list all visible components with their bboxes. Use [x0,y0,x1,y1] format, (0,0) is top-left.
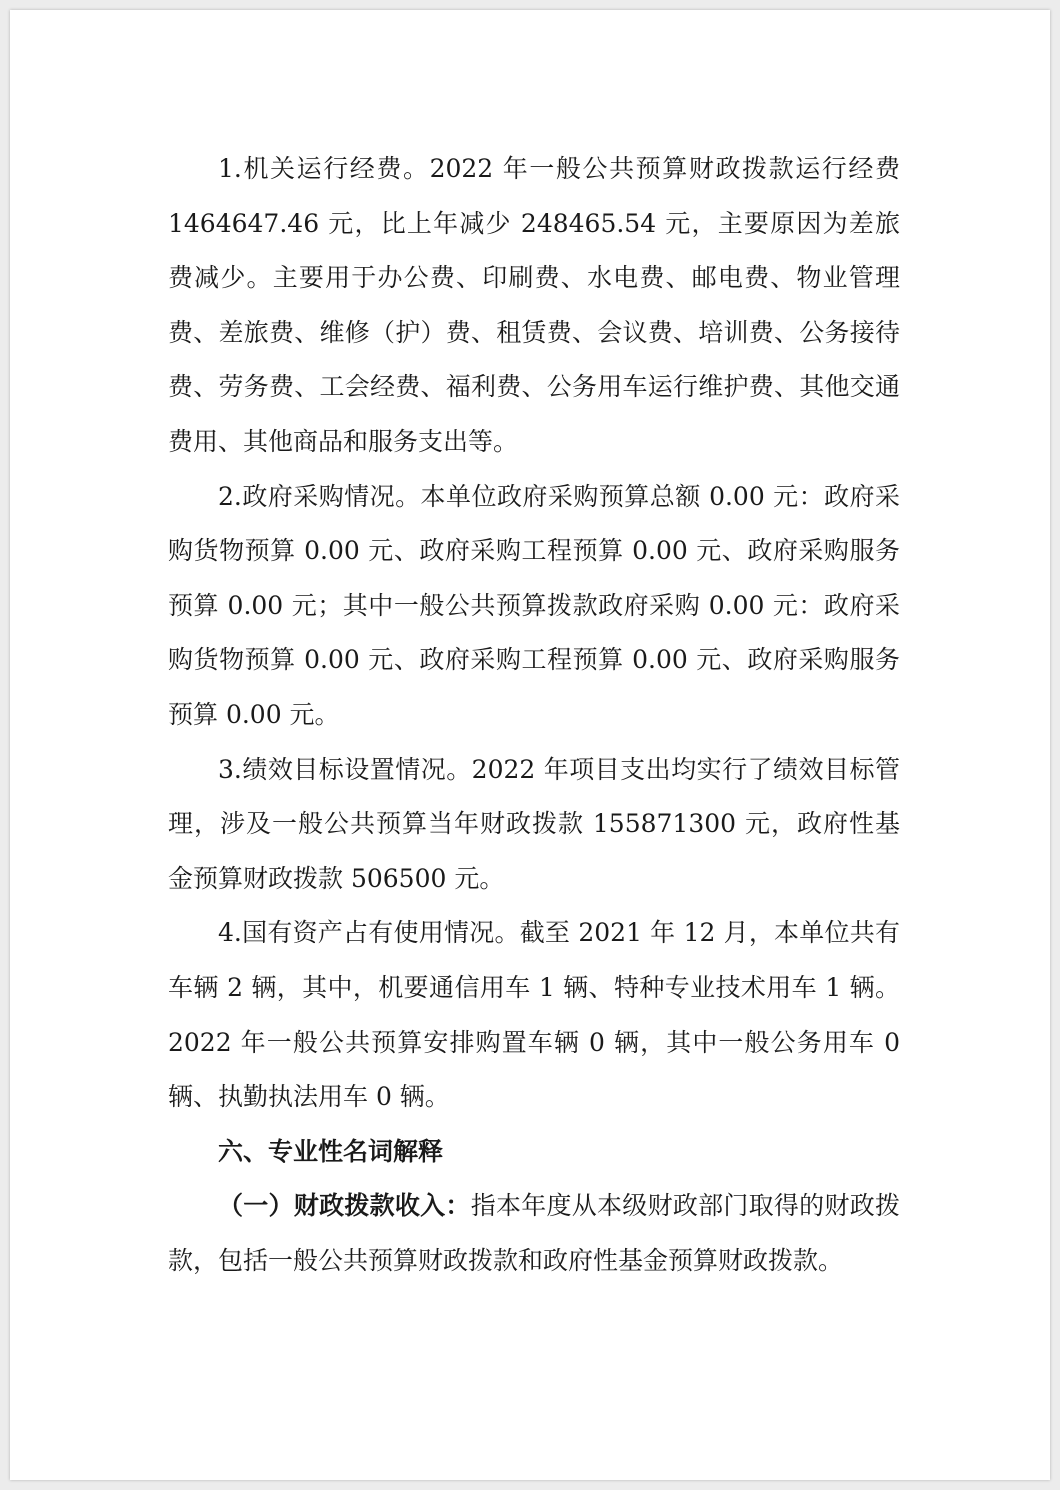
section-heading: 六、专业性名词解释 [218,1136,444,1166]
paragraph-operating-expenses: 1.机关运行经费。2022 年一般公共预算财政拨款运行经费 1464647.46 元，比上年减少 248465.54 元，主要原因为差旅费减少。主要用于办公费、印刷费、水电费、邮电费、物业管理费、差旅费、维修（护）费、租赁费、会议费、培训费、公务接待费、劳务费、工会经费、福利费、公务用车运行维护费、其他交通费用、其他商品和服务支出等。 [168,154,900,456]
definition-term: （一）财政拨款收入： [218,1191,471,1221]
document-page [10,10,1050,1480]
paragraph-state-assets: 4.国有资产占有使用情况。截至 2021 年 12 月，本单位共有车辆 2 辆，其中，机要通信用车 1 辆、特种专业技术用车 1 辆。2022 年一般公共预算安排购置车辆 0 辆，其中一般公务用车 0 辆、执勤执法用车 0 辆。 [168,918,900,1112]
paragraph-government-procurement: 2.政府采购情况。本单位政府采购预算总额 0.00 元：政府采购货物预算 0.00 元、政府采购工程预算 0.00 元、政府采购服务预算 0.00 元；其中一般公共预算拨款政府采购 0.00 元：政府采购货物预算 0.00 元、政府采购工程预算 0.00 元、政府采购服务预算 0.00 元。 [168,481,900,729]
document-body [168,142,900,1288]
paragraph-performance-targets: 3.绩效目标设置情况。2022 年项目支出均实行了绩效目标管理，涉及一般公共预算当年财政拨款 155871300 元，政府性基金预算财政拨款 506500 元。 [168,754,900,893]
definition-text: 指本年度从本级财政部门取得的财政拨款，包括一般公共预算财政拨款和政府性基金预算财政拨款。 [168,1191,900,1275]
definition-paragraph [168,1179,900,1288]
